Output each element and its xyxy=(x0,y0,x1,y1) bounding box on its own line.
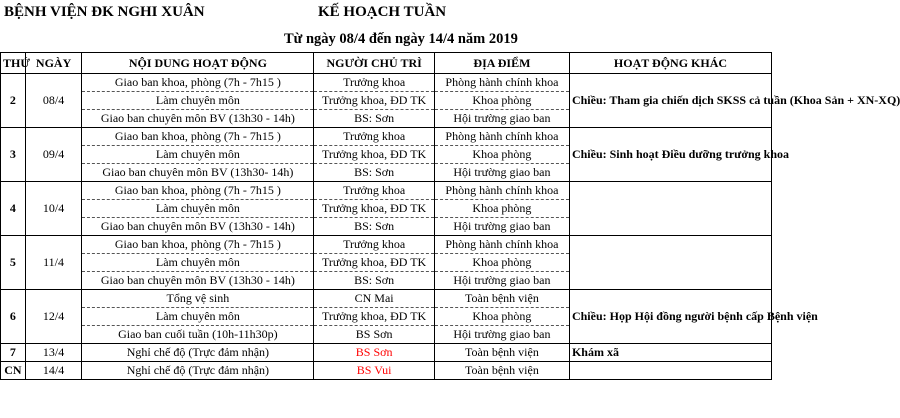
location-cell: Toàn bệnh viện xyxy=(434,344,569,362)
activity-cell: Giao ban chuyên môn BV (13h30 - 14h) xyxy=(82,218,314,236)
leader-cell: Trưởng khoa, ĐD TK xyxy=(314,200,435,218)
date-cell: 12/4 xyxy=(25,290,82,344)
col-header-date: NGÀY xyxy=(25,53,82,74)
activity-cell: Giao ban chuyên môn BV (13h30- 14h) xyxy=(82,164,314,182)
hospital-name: BỆNH VIỆN ĐK NGHI XUÂN xyxy=(4,4,205,20)
location-cell: Hội trường giao ban xyxy=(434,326,569,344)
location-cell: Hội trường giao ban xyxy=(434,272,569,290)
table-row xyxy=(1,128,772,146)
location-cell: Hội trường giao ban xyxy=(434,218,569,236)
header-row xyxy=(1,53,772,74)
leader-cell: Trưởng khoa, ĐD TK xyxy=(314,146,435,164)
other-activity-cell xyxy=(569,236,771,290)
table-row xyxy=(1,344,772,362)
date-cell: 11/4 xyxy=(25,236,82,290)
day-cell: 3 xyxy=(1,128,26,182)
leader-cell: BS Sơn xyxy=(314,326,435,344)
date-cell: 10/4 xyxy=(25,182,82,236)
activity-cell: Làm chuyên môn xyxy=(82,254,314,272)
leader-cell: BS: Sơn xyxy=(314,164,435,182)
day-cell: 4 xyxy=(1,182,26,236)
other-activity-cell: Chiều: Tham gia chiến dịch SKSS cả tuần (Khoa Sản + XN-XQ) xyxy=(569,74,771,128)
activity-cell: Nghỉ chế độ (Trực đảm nhận) xyxy=(82,362,314,380)
activity-cell: Làm chuyên môn xyxy=(82,200,314,218)
leader-cell: BS: Sơn xyxy=(314,110,435,128)
activity-cell: Giao ban cuối tuần (10h-11h30p) xyxy=(82,326,314,344)
activity-cell: Giao ban khoa, phòng (7h - 7h15 ) xyxy=(82,74,314,92)
date-range: Từ ngày 08/4 đến ngày 14/4 năm 2019 xyxy=(284,31,518,47)
activity-cell: Nghỉ chế độ (Trực đảm nhận) xyxy=(82,344,314,362)
date-cell: 08/4 xyxy=(25,74,82,128)
leader-cell: Trưởng khoa xyxy=(314,128,435,146)
location-cell: Hội trường giao ban xyxy=(434,164,569,182)
other-activity-cell: Chiều: Họp Hội đồng người bệnh cấp Bệnh viện xyxy=(569,290,771,344)
activity-cell: Làm chuyên môn xyxy=(82,146,314,164)
leader-cell: Trưởng khoa, ĐD TK xyxy=(314,92,435,110)
leader-cell: Trưởng khoa xyxy=(314,182,435,200)
leader-cell: BS Sơn xyxy=(314,344,435,362)
day-cell: 5 xyxy=(1,236,26,290)
location-cell: Toàn bệnh viện xyxy=(434,290,569,308)
location-cell: Khoa phòng xyxy=(434,92,569,110)
activity-cell: Làm chuyên môn xyxy=(82,308,314,326)
leader-cell: Trưởng khoa xyxy=(314,236,435,254)
day-cell: 7 xyxy=(1,344,26,362)
day-cell: 2 xyxy=(1,74,26,128)
location-cell: Toàn bệnh viện xyxy=(434,362,569,380)
table-row xyxy=(1,290,772,308)
col-header-activity: NỘI DUNG HOẠT ĐỘNG xyxy=(82,53,314,74)
activity-cell: Giao ban chuyên môn BV (13h30 - 14h) xyxy=(82,272,314,290)
day-cell: CN xyxy=(1,362,26,380)
col-header-leader: NGƯỜI CHỦ TRÌ xyxy=(314,53,435,74)
activity-cell: Giao ban chuyên môn BV (13h30 - 14h) xyxy=(82,110,314,128)
activity-cell: Làm chuyên môn xyxy=(82,92,314,110)
leader-cell: CN Mai xyxy=(314,290,435,308)
other-activity-cell xyxy=(569,182,771,236)
activity-cell: Giao ban khoa, phòng (7h - 7h15 ) xyxy=(82,182,314,200)
location-cell: Khoa phòng xyxy=(434,200,569,218)
leader-cell: Trưởng khoa, ĐD TK xyxy=(314,308,435,326)
location-cell: Phòng hành chính khoa xyxy=(434,236,569,254)
location-cell: Phòng hành chính khoa xyxy=(434,74,569,92)
activity-cell: Tổng vệ sinh xyxy=(82,290,314,308)
schedule-body xyxy=(1,74,900,380)
leader-cell: Trưởng khoa xyxy=(314,74,435,92)
schedule-table xyxy=(0,52,900,380)
table-row xyxy=(1,74,772,92)
plan-title: KẾ HOẠCH TUẦN xyxy=(318,4,447,20)
location-cell: Phòng hành chính khoa xyxy=(434,128,569,146)
col-header-location: ĐỊA ĐIỂM xyxy=(434,53,569,74)
table-row xyxy=(1,236,772,254)
activity-cell: Giao ban khoa, phòng (7h - 7h15 ) xyxy=(82,128,314,146)
location-cell: Hội trường giao ban xyxy=(434,110,569,128)
date-cell: 14/4 xyxy=(25,362,82,380)
table-row xyxy=(1,362,772,380)
col-header-other: HOẠT ĐỘNG KHÁC xyxy=(569,53,771,74)
location-cell: Khoa phòng xyxy=(434,146,569,164)
location-cell: Phòng hành chính khoa xyxy=(434,182,569,200)
leader-cell: Trưởng khoa, ĐD TK xyxy=(314,254,435,272)
activity-cell: Giao ban khoa, phòng (7h - 7h15 ) xyxy=(82,236,314,254)
location-cell: Khoa phòng xyxy=(434,308,569,326)
location-cell: Khoa phòng xyxy=(434,254,569,272)
date-cell: 09/4 xyxy=(25,128,82,182)
leader-cell: BS Vui xyxy=(314,362,435,380)
leader-cell: BS: Sơn xyxy=(314,272,435,290)
other-activity-cell: Khám xã xyxy=(569,344,771,362)
table-row xyxy=(1,182,772,200)
date-cell: 13/4 xyxy=(25,344,82,362)
other-activity-cell xyxy=(569,362,771,380)
leader-cell: BS: Sơn xyxy=(314,218,435,236)
other-activity-cell: Chiều: Sinh hoạt Điều dưỡng trưởng khoa xyxy=(569,128,771,182)
col-header-day: THỨ xyxy=(1,53,26,74)
day-cell: 6 xyxy=(1,290,26,344)
